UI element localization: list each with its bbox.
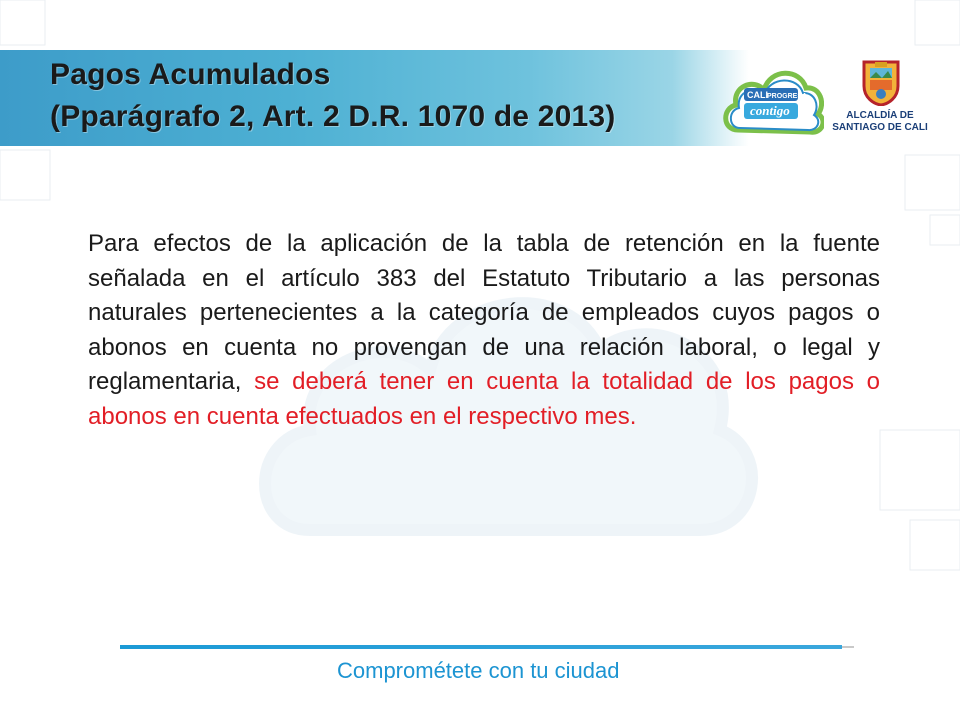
logo-text-contigo: contigo bbox=[750, 103, 790, 118]
coat-of-arms-icon bbox=[862, 60, 900, 106]
body-text-plain: Para efectos de la aplicación de la tabla de retención en la fuente señalada en el artículo 383 del Estatuto Tributario a las personas naturales pertenecientes a la categoría de empleados cuyos pagos o abonos en cuenta no provengan de una relación laboral, o legal y reglamentaria, bbox=[88, 230, 880, 395]
alcaldia-line-2: SANTIAGO DE CALI bbox=[832, 122, 928, 133]
page-subtitle: (Pparágrafo 2, Art. 2 D.R. 1070 de 2013) bbox=[50, 100, 616, 133]
logo-text-cali: CALI bbox=[747, 90, 768, 100]
footer-divider bbox=[120, 645, 842, 649]
alcaldia-line-1: ALCALDÍA DE bbox=[846, 110, 914, 121]
footer-divider-tail bbox=[842, 646, 854, 648]
page-title: Pagos Acumulados bbox=[50, 58, 331, 91]
body-paragraph bbox=[88, 227, 880, 434]
logo-text-progresa: PROGRESA bbox=[767, 93, 808, 100]
footer-slogan: Comprométete con tu ciudad bbox=[337, 658, 620, 683]
body-text-highlight: se deberá tener en cuenta la totalidad de los pagos o abonos en cuenta efectuados en el respectivo mes. bbox=[88, 368, 880, 430]
alcaldia-name bbox=[830, 110, 930, 134]
alcaldia-logo bbox=[830, 60, 930, 144]
cali-progresa-logo bbox=[720, 58, 824, 140]
